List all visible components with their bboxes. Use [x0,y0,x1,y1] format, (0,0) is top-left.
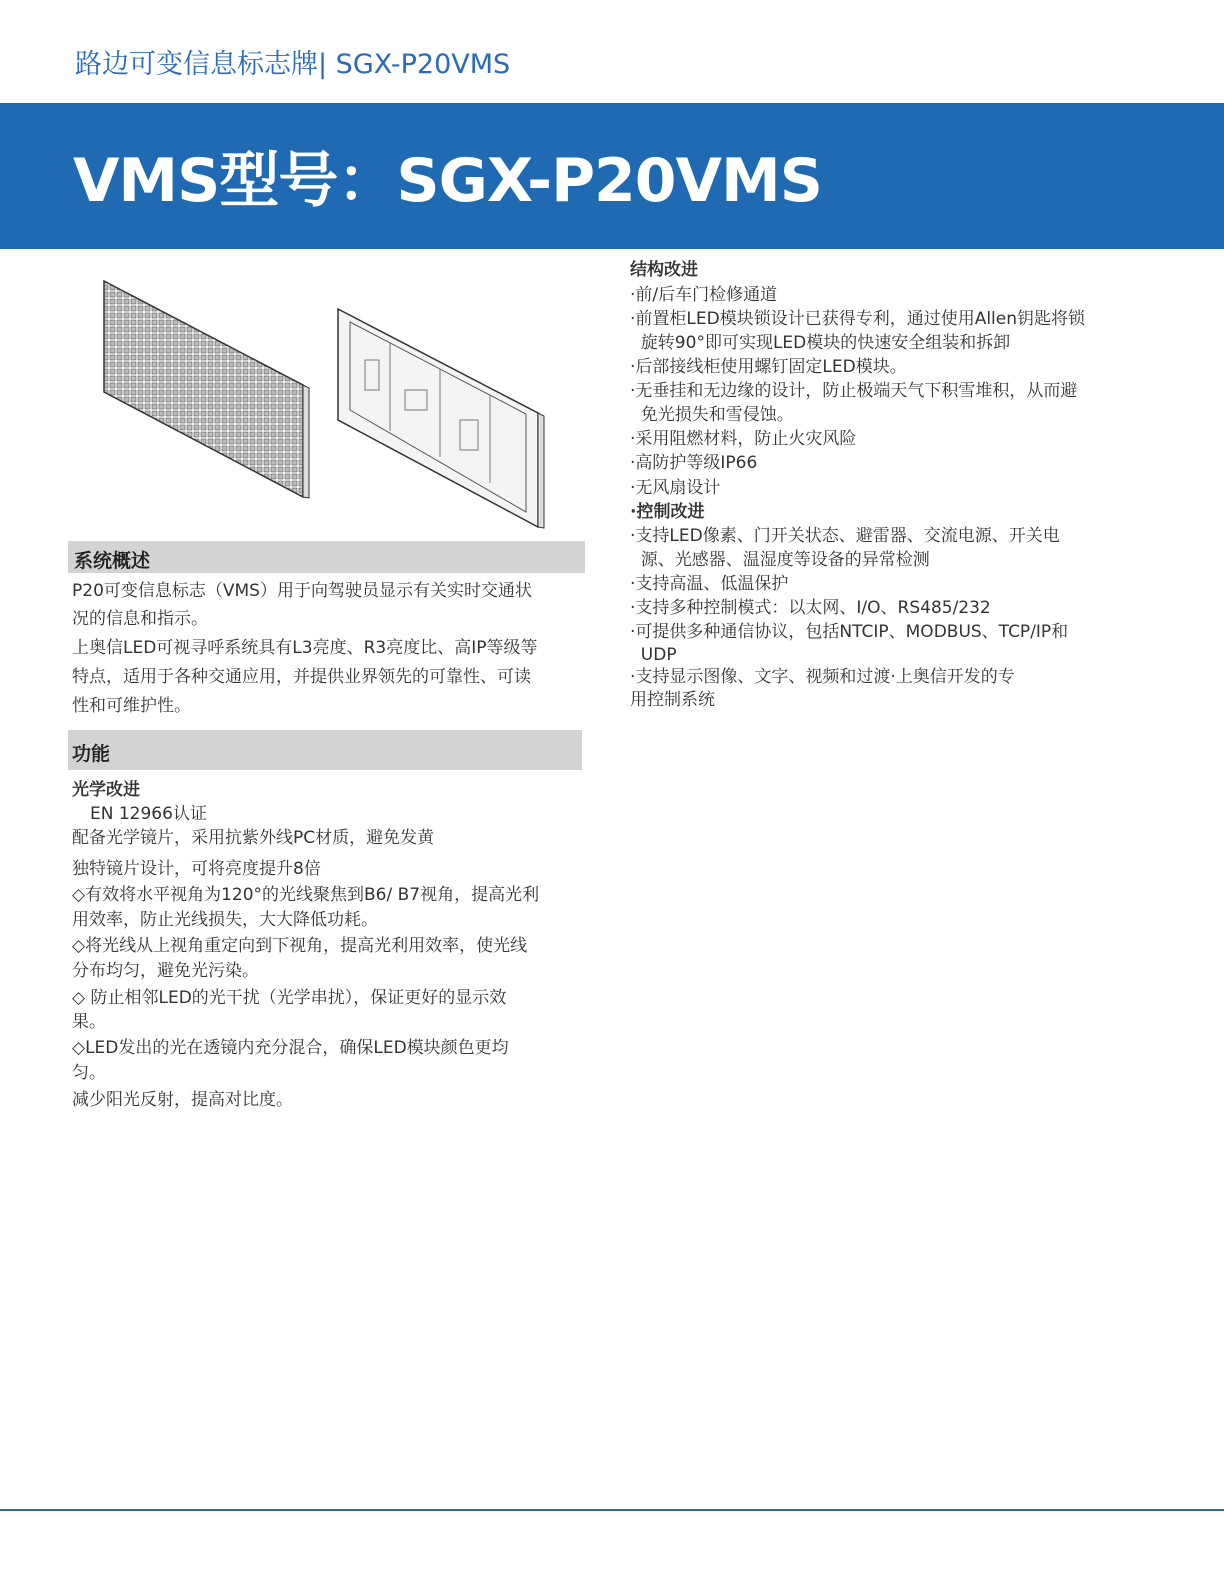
structure-line: ·无风扇设计 [630,478,721,498]
led-module-front-image [95,270,315,510]
footer-divider [0,1509,1224,1511]
control-line: 用控制系统 [630,690,715,710]
control-line: ·支持显示图像、文字、视频和过渡·上奥信开发的专 [630,667,1015,687]
control-line: ·支持多种控制模式：以太网、I/O、RS485/232 [630,598,991,618]
feature-line: ◇有效将水平视角为120°的光线聚焦到B6/ B7视角，提高光利 [72,885,540,905]
structure-line: 旋转90°即可实现LED模块的快速安全组装和拆卸 [630,333,1011,353]
document-header: 路边可变信息标志牌| SGX-P20VMS [75,49,511,80]
feature-line: 分布均匀，避免光污染。 [72,961,259,981]
structure-line: ·无垂挂和无边缘的设计，防止极端天气下积雪堆积，从而避 [630,381,1078,401]
control-heading: ·控制改进 [630,502,705,522]
feature-line: 独特镜片设计，可将亮度提升8倍 [72,859,321,879]
page-title: VMS型号：SGX-P20VMS [73,146,822,216]
control-line: ·支持LED像素、门开关状态、避雷器、交流电源、开关电 [630,526,1060,546]
section-overview-header [68,541,585,573]
overview-line: 上奥信LED可视寻呼系统具有L3亮度、R3亮度比、高IP等级等 [72,638,538,658]
control-line: UDP [630,645,677,665]
overview-line: 性和可维护性。 [72,696,191,716]
feature-line: 匀。 [72,1063,106,1083]
feature-line: ◇ 防止相邻LED的光干扰（光学串扰），保证更好的显示效 [72,988,507,1008]
structure-line: 免光损失和雪侵蚀。 [630,405,794,425]
structure-line: ·后部接线柜使用螺钉固定LED模块。 [630,357,907,377]
feature-line: 用效率，防止光线损失，大大降低功耗。 [72,910,378,930]
control-line: ·支持高温、低温保护 [630,574,789,594]
feature-line: 配备光学镜片，采用抗紫外线PC材质，避免发黄 [72,828,435,848]
led-module-back-image [330,300,550,540]
overview-line: 特点，适用于各种交通应用，并提供业界领先的可靠性、可读 [72,667,531,687]
feature-line: 减少阳光反射，提高对比度。 [72,1090,293,1110]
control-line: ·可提供多种通信协议，包括NTCIP、MODBUS、TCP/IP和 [630,622,1069,642]
feature-line: EN 12966认证 [90,804,207,824]
overview-line: P20可变信息标志（VMS）用于向驾驶员显示有关实时交通状 [72,581,532,601]
feature-line: ◇将光线从上视角重定向到下视角，提高光利用效率，使光线 [72,936,528,956]
feature-line: ◇LED发出的光在透镜内充分混合，确保LED模块颜色更均 [72,1038,509,1058]
feature-line: 果。 [72,1012,106,1032]
optical-heading: 光学改进 [72,780,140,800]
structure-line: ·采用阻燃材料，防止火灾风险 [630,429,857,449]
structure-line: ·前置柜LED模块锁设计已获得专利，通过使用Allen钥匙将锁 [630,309,1086,329]
section-heading: 系统概述 [74,550,151,572]
overview-line: 况的信息和指示。 [72,609,208,629]
structure-line: ·高防护等级IP66 [630,453,758,473]
section-features-header [68,730,582,770]
section-heading: 功能 [72,743,111,765]
structure-line: ·前/后车门检修通道 [630,285,778,305]
control-line: 源、光感器、温湿度等设备的异常检测 [630,550,930,570]
structure-heading: 结构改进 [630,260,698,280]
